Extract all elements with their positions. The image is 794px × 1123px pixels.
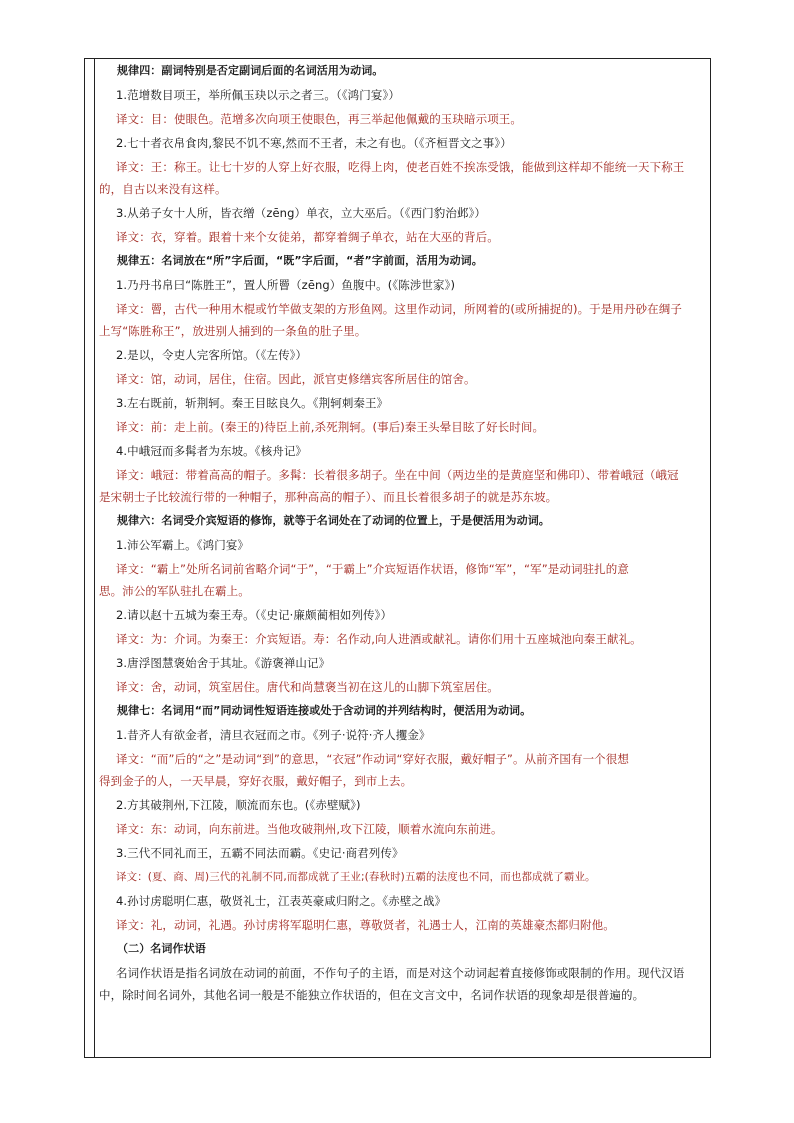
rule7-example-4: 4.孙讨虏聪明仁惠，敬贤礼士，江表英豪咸归附之。《赤壁之战》 xyxy=(116,894,447,908)
rule7-example-3: 3.三代不同礼而王，五霸不同法而霸。《史记·商君列传》 xyxy=(116,846,404,860)
table-left-column-divider xyxy=(94,58,95,1058)
rule6-example-2: 2.请以赵十五城为秦王寿。（《史记·廉颇蔺相如列传》） xyxy=(116,608,393,622)
rule6-example-1: 1.沛公军霸上。《鸿门宴》 xyxy=(116,538,250,552)
rule5-translation-4: 译文：峨冠：带着高高的帽子。多髯：长着很多胡子。坐在中间（两边坐的是黄庭坚和佛印）、带着峨冠（峨冠 xyxy=(116,468,679,482)
rule5-translation-3: 译文：前：走上前。(秦王的)待臣上前,杀死荆轲。(事后)秦王头晕目眩了好长时间。 xyxy=(116,420,545,434)
rule6-translation-3: 译文：舍，动词，筑室居住。唐代和尚慧褒当初在这儿的山脚下筑室居住。 xyxy=(116,680,499,694)
rule4-translation-2: 译文：王：称王。让七十岁的人穿上好衣服，吃得上肉，使老百姓不挨冻受饿，能做到这样却不能统一天下称王 xyxy=(116,160,685,174)
rule7-example-2: 2.方其破荆州,下江陵，顺流而东也。(《赤壁赋》) xyxy=(116,798,361,812)
rule5-example-2: 2.是以，令吏人完客所馆。（《左传》） xyxy=(116,348,308,362)
rule6-translation-1-cont: 思。沛公的军队驻扎在霸上。 xyxy=(99,584,250,598)
rule5-translation-1-cont: 上写“陈胜称王”，放进别人捕到的一条鱼的肚子里。 xyxy=(99,324,367,338)
rule7-translation-4: 译文：礼，动词，礼遇。孙讨虏将军聪明仁惠，尊敬贤者，礼遇士人，江南的英雄豪杰都归附他。 xyxy=(116,918,615,932)
rule6-translation-2: 译文：为：介词。为秦王：介宾短语。寿：名作动,向人进酒或献礼。请你们用十五座城池向秦王献礼。 xyxy=(116,632,642,646)
rule4-translation-1: 译文：目：使眼色。范增多次向项王使眼色，再三举起他佩戴的玉玦暗示项王。 xyxy=(116,112,522,126)
rule6-translation-1: 译文：“霸上”处所名词前省略介词“于”，“于霸上”介宾短语作状语，修饰“军”，“军”是动词驻扎的意 xyxy=(116,562,629,576)
rule4-title: 规律四：副词特别是否定副词后面的名词活用为动词。 xyxy=(117,64,384,77)
rule5-translation-2: 译文：馆，动词，居住，住宿。因此，派官吏修缮宾客所居住的馆舍。 xyxy=(116,372,476,386)
rule7-translation-1: 译文：“而”后的“之”是动词“到”的意思，“衣冠”作动词“穿好衣服，戴好帽子”。从前齐国有一个很想 xyxy=(116,752,629,766)
section2-heading: （二）名词作状语 xyxy=(117,942,206,955)
section2-paragraph-line-2: 中，除时间名词外，其他名词一般是不能独立作状语的，但在文言文中，名词作状语的现象却是很普遍的。 xyxy=(99,988,645,1002)
rule7-translation-3: 译文：(夏、商、周)三代的礼制不同,而都成就了王业;(春秋时)五霸的法度也不同，而也都成就了霸业。 xyxy=(116,871,596,883)
rule4-example-3: 3.从弟子女十人所，皆衣缯（zēng）单衣，立大巫后。（《西门豹治邺》） xyxy=(116,206,487,220)
rule7-title: 规律七：名词用“而”同动词性短语连接或处于含动词的并列结构时，便活用为动词。 xyxy=(117,704,532,717)
rule6-example-3: 3.唐浮图慧褒始舍于其址。《游褒禅山记》 xyxy=(116,656,331,670)
rule5-translation-1: 译文：罾，古代一种用木棍或竹竿做支架的方形鱼网。这里作动词，所网着的(或所捕捉的)。于是用丹砂在绸子 xyxy=(116,302,682,316)
rule4-translation-3: 译文：衣，穿着。跟着十来个女徒弟，都穿着绸子单衣，站在大巫的背后。 xyxy=(116,230,499,244)
rule4-example-1: 1.范增数目项王，举所佩玉玦以示之者三。（《鸿门宴》） xyxy=(116,88,400,102)
rule5-title: 规律五：名词放在“所”字后面，“既”字后面，“者”字前面，活用为动词。 xyxy=(117,254,483,267)
document-body xyxy=(99,61,706,1003)
rule4-example-2: 2.七十者衣帛食肉,黎民不饥不寒,然而不王者，未之有也。（《齐桓晋文之事》） xyxy=(116,136,512,150)
rule5-example-1: 1.乃丹书帛曰“陈胜王”，置人所罾（zēng）鱼腹中。(《陈涉世家》) xyxy=(116,278,456,292)
rule5-translation-4-cont: 是宋朝士子比较流行带的一种帽子，那种高高的帽子）、而且长着很多胡子的就是苏东坡。 xyxy=(99,490,558,504)
rule7-translation-1-cont: 得到金子的人，一天早晨，穿好衣服，戴好帽子，到市上去。 xyxy=(99,774,413,788)
rule7-translation-2: 译文：东：动词，向东前进。当他攻破荆州,攻下江陵，顺着水流向东前进。 xyxy=(116,822,503,836)
rule5-example-4: 4.中峨冠而多髯者为东坡。《核舟记》 xyxy=(116,444,308,458)
rule4-translation-2-cont: 的，自古以来没有这样。 xyxy=(99,182,227,196)
rule6-title: 规律六：名词受介宾短语的修饰，就等于名词处在了动词的位置上，于是便活用为动词。 xyxy=(117,514,550,527)
section2-paragraph-line-1: 名词作状语是指名词放在动词的前面，不作句子的主语，而是对这个动词起着直接修饰或限制的作用。现代汉语 xyxy=(116,966,685,980)
rule7-example-1: 1.昔齐人有欲金者，清旦衣冠而之市。《列子·说符·齐人攫金》 xyxy=(116,728,431,742)
rule5-example-3: 3.左右既前，斩荆轲。秦王目眩良久。《荆轲刺秦王》 xyxy=(116,396,389,410)
